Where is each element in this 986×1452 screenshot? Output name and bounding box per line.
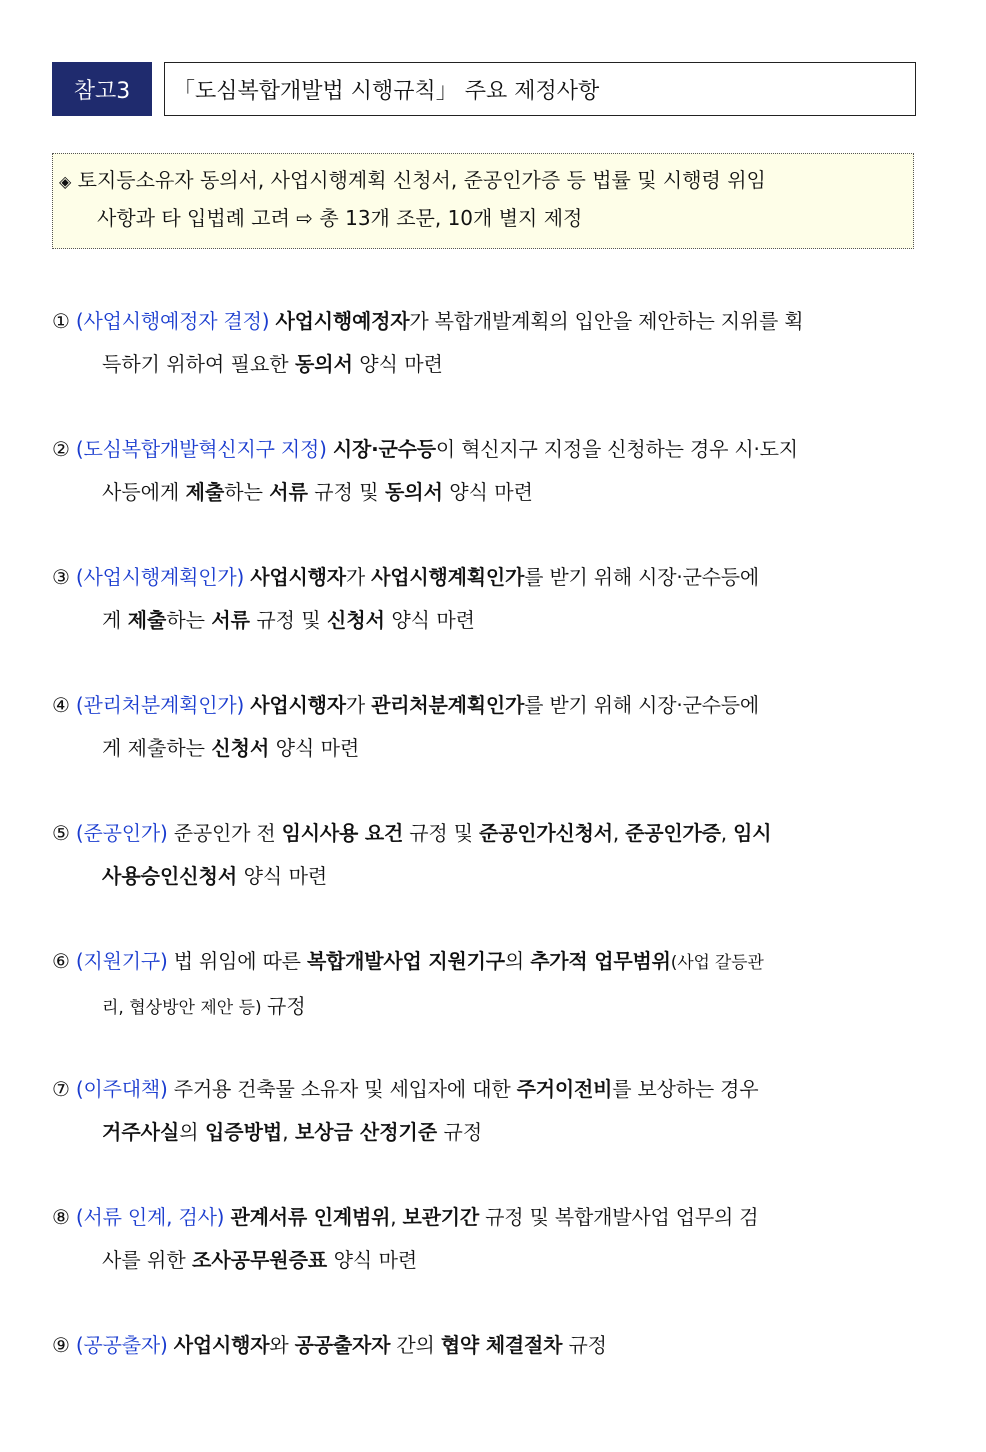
diamond-bullet-icon: ◈: [59, 172, 72, 191]
item-number: ⑨: [52, 1333, 76, 1357]
item-line-2: [52, 985, 922, 1030]
item-text-segment: 규정 및 복합개발사업 업무의 검: [479, 1205, 759, 1229]
item-text-segment: 하는: [166, 608, 212, 632]
page-title-text: 「도심복합개발법 시행규칙」 주요 제정사항: [173, 78, 600, 104]
item-text-segment: 신청서: [211, 736, 270, 760]
item-line-2: [52, 599, 922, 642]
item-line-1: [52, 1196, 922, 1239]
item-text-segment: 보관기간: [402, 1205, 480, 1229]
item-text-segment: 협약 체결절차: [440, 1333, 563, 1357]
item-text-segment: 사등에게: [102, 480, 186, 504]
item-text-segment: ,: [612, 821, 626, 845]
item-line-1: [52, 428, 922, 471]
item-number: ④: [52, 693, 76, 717]
item-text-segment: 동의서: [384, 480, 443, 504]
item-line-2: [52, 1111, 922, 1154]
summary-line-1: [59, 162, 907, 200]
summary-box: [52, 153, 914, 249]
item-text-segment: 규정: [437, 1120, 483, 1144]
item-text-segment: 임시: [733, 821, 772, 845]
item-text-segment: 양식 마련: [237, 864, 328, 888]
item-category: (관리처분계획인가): [75, 693, 245, 717]
item-text-segment: 사업시행예정자: [275, 309, 410, 333]
item-line-1: [52, 1324, 922, 1367]
item-category: (이주대책): [75, 1077, 168, 1101]
item-text-segment: 서류: [211, 608, 250, 632]
item-text-segment: 보상금 산정기준: [294, 1120, 438, 1144]
item-category: (준공인가): [75, 821, 168, 845]
item-text-segment: 규정: [267, 994, 306, 1018]
item-category: (사업시행예정자 결정): [75, 309, 270, 333]
item-text-segment: 사업시행자: [250, 693, 346, 717]
item-line-1: [52, 1068, 922, 1111]
item-text-segment: 주거이전비: [516, 1077, 613, 1101]
list-item: [52, 556, 922, 684]
item-category: (공공출자): [75, 1333, 168, 1357]
list-item: [52, 1068, 922, 1196]
item-text-segment: 사업시행자: [250, 565, 346, 589]
item-text-segment: 득하기 위하여 필요한: [102, 352, 295, 376]
item-text-segment: 가: [345, 565, 372, 589]
item-text-segment: ,: [720, 821, 734, 845]
item-text-segment: 시장·군수등: [332, 437, 436, 461]
item-text-segment: 게: [102, 608, 128, 632]
item-text-segment: 게 제출하는: [102, 736, 212, 760]
item-text-segment: (사업 갈등관: [670, 953, 764, 973]
item-line-1: [52, 684, 922, 727]
item-text-segment: 를 받기 위해 시장·군수등에: [524, 693, 760, 717]
item-number: ②: [52, 437, 76, 461]
item-number: ③: [52, 565, 76, 589]
item-line-2: [52, 855, 922, 898]
item-text-segment: 관계서류 인계범위: [230, 1205, 391, 1229]
item-number: ⑤: [52, 821, 76, 845]
item-line-1: [52, 812, 922, 855]
list-item: [52, 1324, 922, 1452]
summary-text-2: 사항과 타 입법례 고려 ⇨ 총 13개 조문, 10개 별지 제정: [97, 206, 583, 230]
item-text-segment: 사업시행자: [173, 1333, 270, 1357]
item-number: ⑥: [52, 949, 76, 973]
item-text-segment: 동의서: [294, 352, 353, 376]
page-title: [164, 62, 916, 116]
item-line-2: [52, 471, 922, 514]
summary-line-2: [59, 200, 907, 236]
item-category: (도심복합개발혁신지구 지정): [75, 437, 327, 461]
item-text-segment: 법 위임에 따른: [167, 949, 307, 973]
item-text-segment: 거주사실: [102, 1120, 180, 1144]
item-text-segment: 양식 마련: [269, 736, 360, 760]
item-text-segment: 이 혁신지구 지정을 신청하는 경우 시·도지: [435, 437, 798, 461]
item-text-segment: 가: [345, 693, 372, 717]
list-item: [52, 300, 922, 428]
item-line-1: [52, 940, 922, 985]
item-text-segment: 임시사용 요건: [281, 821, 404, 845]
item-text-segment: 신청서: [327, 608, 385, 632]
item-text-segment: 주거용 건축물 소유자 및 세입자에 대한: [167, 1077, 517, 1101]
item-text-segment: 가 복합개발계획의 입안을 제안하는 지위를 획: [409, 309, 804, 333]
item-text-segment: 준공인가신청서: [478, 821, 613, 845]
item-text-segment: 서류: [269, 480, 308, 504]
item-text-segment: 입증방법: [204, 1120, 283, 1144]
item-text-segment: 사업시행계획인가: [371, 565, 525, 589]
item-text-segment: 사용승인신청서: [102, 864, 238, 888]
item-text-segment: 양식 마련: [384, 608, 475, 632]
item-line-2: [52, 727, 922, 770]
item-text-segment: 준공인가증: [625, 821, 721, 845]
item-text-segment: 를 보상하는 경우: [612, 1077, 759, 1101]
item-text-segment: 와: [269, 1333, 295, 1357]
item-text-segment: 하는: [224, 480, 270, 504]
item-text-segment: 규정: [562, 1333, 607, 1357]
item-category: (서류 인계, 검사): [75, 1205, 225, 1229]
item-text-segment: 규정 및: [403, 821, 479, 845]
item-line-1: [52, 556, 922, 599]
item-text-segment: 리, 협상방안 제안 등): [102, 998, 268, 1018]
summary-text-1: 토지등소유자 동의서, 사업시행계획 신청서, 준공인가증 등 법률 및 시행령 위임: [77, 168, 766, 192]
item-text-segment: 를 받기 위해 시장·군수등에: [524, 565, 760, 589]
item-text-segment: 관리처분계획인가: [371, 693, 525, 717]
item-text-segment: 공공출자자: [294, 1333, 391, 1357]
list-item: [52, 812, 922, 940]
item-number: ①: [52, 309, 76, 333]
item-line-2: [52, 343, 922, 386]
item-text-segment: 복합개발사업 지원기구: [306, 949, 505, 973]
header: [52, 62, 916, 116]
item-text-segment: 양식 마련: [442, 480, 533, 504]
item-text-segment: 규정 및: [249, 608, 328, 632]
list-item: [52, 428, 922, 556]
item-text-segment: 추가적 업무범위: [530, 949, 671, 973]
item-text-segment: 의: [504, 949, 531, 973]
item-text-segment: 제출: [185, 480, 225, 504]
item-text-segment: 양식 마련: [352, 352, 443, 376]
item-number: ⑧: [52, 1205, 76, 1229]
item-text-segment: 조사공무원증표: [192, 1248, 328, 1272]
item-text-segment: 의: [179, 1120, 205, 1144]
item-text-segment: 규정 및: [307, 480, 385, 504]
item-line-1: [52, 300, 922, 343]
item-number: ⑦: [52, 1077, 76, 1101]
item-text-segment: 준공인가 전: [167, 821, 282, 845]
item-category: (사업시행계획인가): [75, 565, 245, 589]
reference-tag: 참고3: [52, 62, 152, 116]
list-item: [52, 684, 922, 812]
item-list: [52, 300, 922, 1452]
item-text-segment: 제출: [127, 608, 167, 632]
item-text-segment: 사를 위한: [102, 1248, 192, 1272]
item-text-segment: ,: [282, 1120, 295, 1144]
item-line-2: [52, 1239, 922, 1282]
item-text-segment: 간의: [390, 1333, 441, 1357]
item-category: (지원기구): [75, 949, 168, 973]
list-item: [52, 940, 922, 1068]
item-text-segment: 양식 마련: [327, 1248, 418, 1272]
item-text-segment: ,: [390, 1205, 403, 1229]
list-item: [52, 1196, 922, 1324]
